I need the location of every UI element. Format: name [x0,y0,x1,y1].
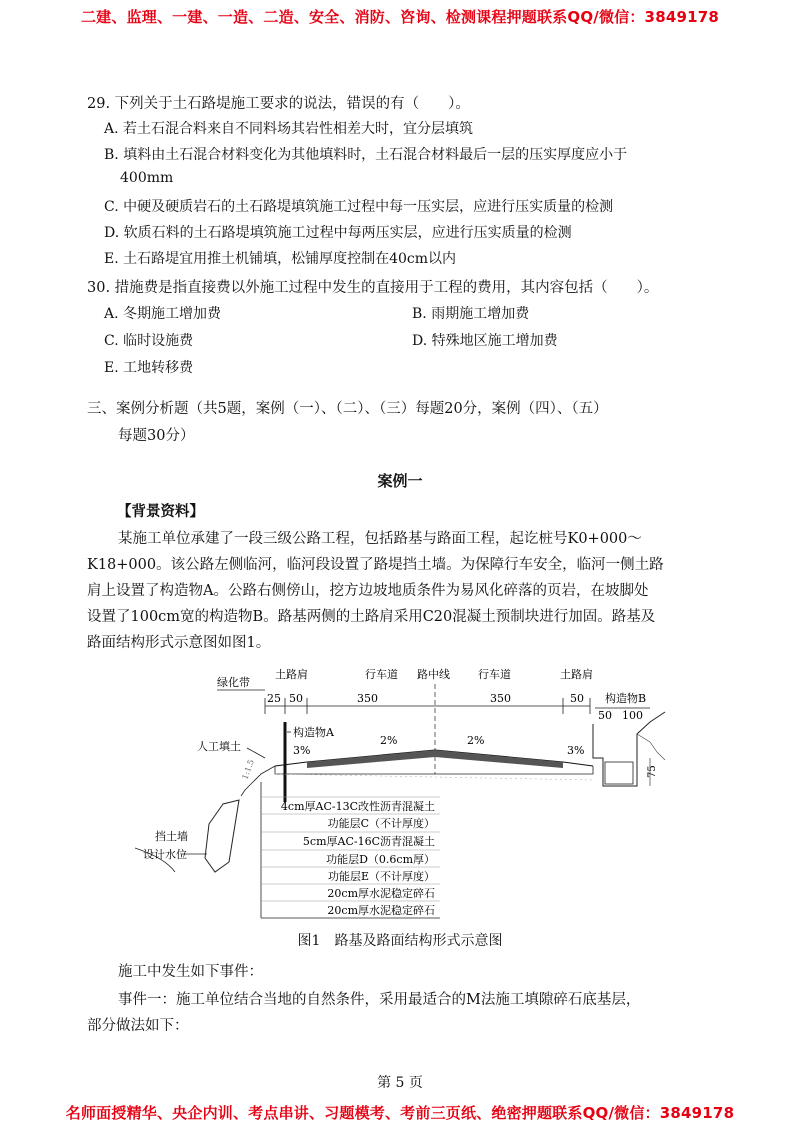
layer-5: 功能层E（不计厚度） [327,870,435,883]
case-1-paragraph-line-1: 某施工单位承建了一段三级公路工程，包括路基与路面工程，起讫桩号K0+000～ [118,531,642,547]
dim-25: 25 [267,692,281,705]
event-1-line-2: 部分做法如下： [87,1018,189,1034]
q30-option-e: E. 工地转移费 [104,360,194,376]
events-intro: 施工中发生如下事件： [118,964,263,980]
background-label: 【背景资料】 [117,504,204,520]
q30-option-b: B. 雨期施工增加费 [412,306,530,322]
promo-banner-bottom: 名师面授精华、央企内训、考点串讲、习题模考、考前三页纸、绝密押题联系QQ/微信：3849178 [65,1104,735,1122]
q29-option-b: B. 填料由土石混合材料变化为其他填料时，土石混合材料最后一层的压实厚度应小于 [104,147,628,163]
slope-2pct-right: 2% [467,734,485,747]
dim-50-b: 50 [598,709,612,722]
dim-75: 75 [647,765,658,778]
q29-option-a: A. 若土石混合料来自不同料场其岩性相差大时，宜分层填筑 [104,121,474,137]
slope-2pct-left: 2% [380,734,398,747]
label-lane-right: 行车道 [478,668,511,681]
dim-100-b: 100 [622,709,643,722]
page-number: 第 5 页 [377,1075,423,1091]
label-shoulder-left: 土路肩 [275,668,308,681]
case-1-paragraph-line-5: 路面结构形式示意图如图1。 [87,635,271,651]
pavement-layer-list [261,797,440,917]
slope-right-3pct: 3% [567,744,585,757]
layer-6: 20cm厚水泥稳定碎石 [327,887,435,900]
q29-option-c: C. 中硬及硬质岩石的土石路堤填筑施工过程中每一压实层，应进行压实质量的检测 [104,199,614,215]
event-1-line-1: 事件一：施工单位结合当地的自然条件，采用最适合的M法施工填隙碎石底基层， [118,992,641,1008]
section-3-heading-cont: 每题30分） [118,428,195,444]
section-3-heading: 三、案例分析题（共5题，案例（一）、（二）、（三）每题20分，案例（四）、（五） [87,401,608,417]
layer-2: 功能层C（不计厚度） [327,817,435,830]
label-shoulder-right: 土路肩 [560,668,593,681]
layer-1: 4cm厚AC-13C改性沥青混凝土 [280,800,435,813]
case-1-title: 案例一 [377,472,423,490]
label-green-belt: 绿化带 [217,676,250,689]
question-30-stem: 30. 措施费是指直接费以外施工过程中发生的直接用于工程的费用，其内容包括（ ）。 [87,280,659,296]
case-1-paragraph-line-4: 设置了100cm宽的构造物B。路基两侧的土路肩采用C20混凝土预制块进行加固。路基及 [87,609,656,625]
layer-7: 20cm厚水泥稳定碎石 [327,904,435,917]
dim-50-left: 50 [289,692,303,705]
road-cross-section-diagram [143,662,675,922]
q29-option-b-cont: 400mm [120,170,174,186]
label-design-water-level: 设计水位 [143,848,187,861]
label-structure-b: 构造物B [605,692,647,705]
q30-option-d: D. 特殊地区施工增加费 [412,333,558,349]
label-fill: 人工填土 [197,740,241,753]
slope-ratio: 1:1.5 [240,758,256,781]
label-retaining-wall: 挡土墙 [155,830,188,843]
slope-left-3pct: 3% [293,744,311,757]
dim-350-right: 350 [490,692,511,705]
q29-option-e: E. 土石路堤宜用推土机铺填，松铺厚度控制在40cm以内 [104,251,457,267]
layer-4: 功能层D（0.6cm厚） [326,853,435,866]
case-1-paragraph-line-2: K18+000。该公路左侧临河，临河段设置了路堤挡土墙。为保障行车安全，临河一侧土路 [87,557,664,573]
promo-banner-top: 二建、监理、一建、一造、二造、安全、消防、咨询、检测课程押题联系QQ/微信：3849178 [80,8,720,26]
q29-option-d: D. 软质石料的土石路堤填筑施工过程中每两压实层，应进行压实质量的检测 [104,225,572,241]
label-centerline: 路中线 [417,668,450,681]
dim-50-right: 50 [570,692,584,705]
q30-option-c: C. 临时设施费 [104,333,194,349]
label-structure-a: 构造物A [293,726,334,739]
q30-option-a: A. 冬期施工增加费 [104,306,222,322]
label-lane-left: 行车道 [365,668,398,681]
figure-1-caption: 图1 路基及路面结构形式示意图 [297,933,503,949]
dim-350-left: 350 [357,692,378,705]
layer-3: 5cm厚AC-16C沥青混凝土 [302,835,435,848]
case-1-paragraph-line-3: 肩上设置了构造物A。公路右侧傍山，挖方边坡地质条件为易风化碎落的页岩，在坡脚处 [87,583,649,599]
question-29-stem: 29. 下列关于土石路堤施工要求的说法，错误的有（ ）。 [87,96,470,112]
